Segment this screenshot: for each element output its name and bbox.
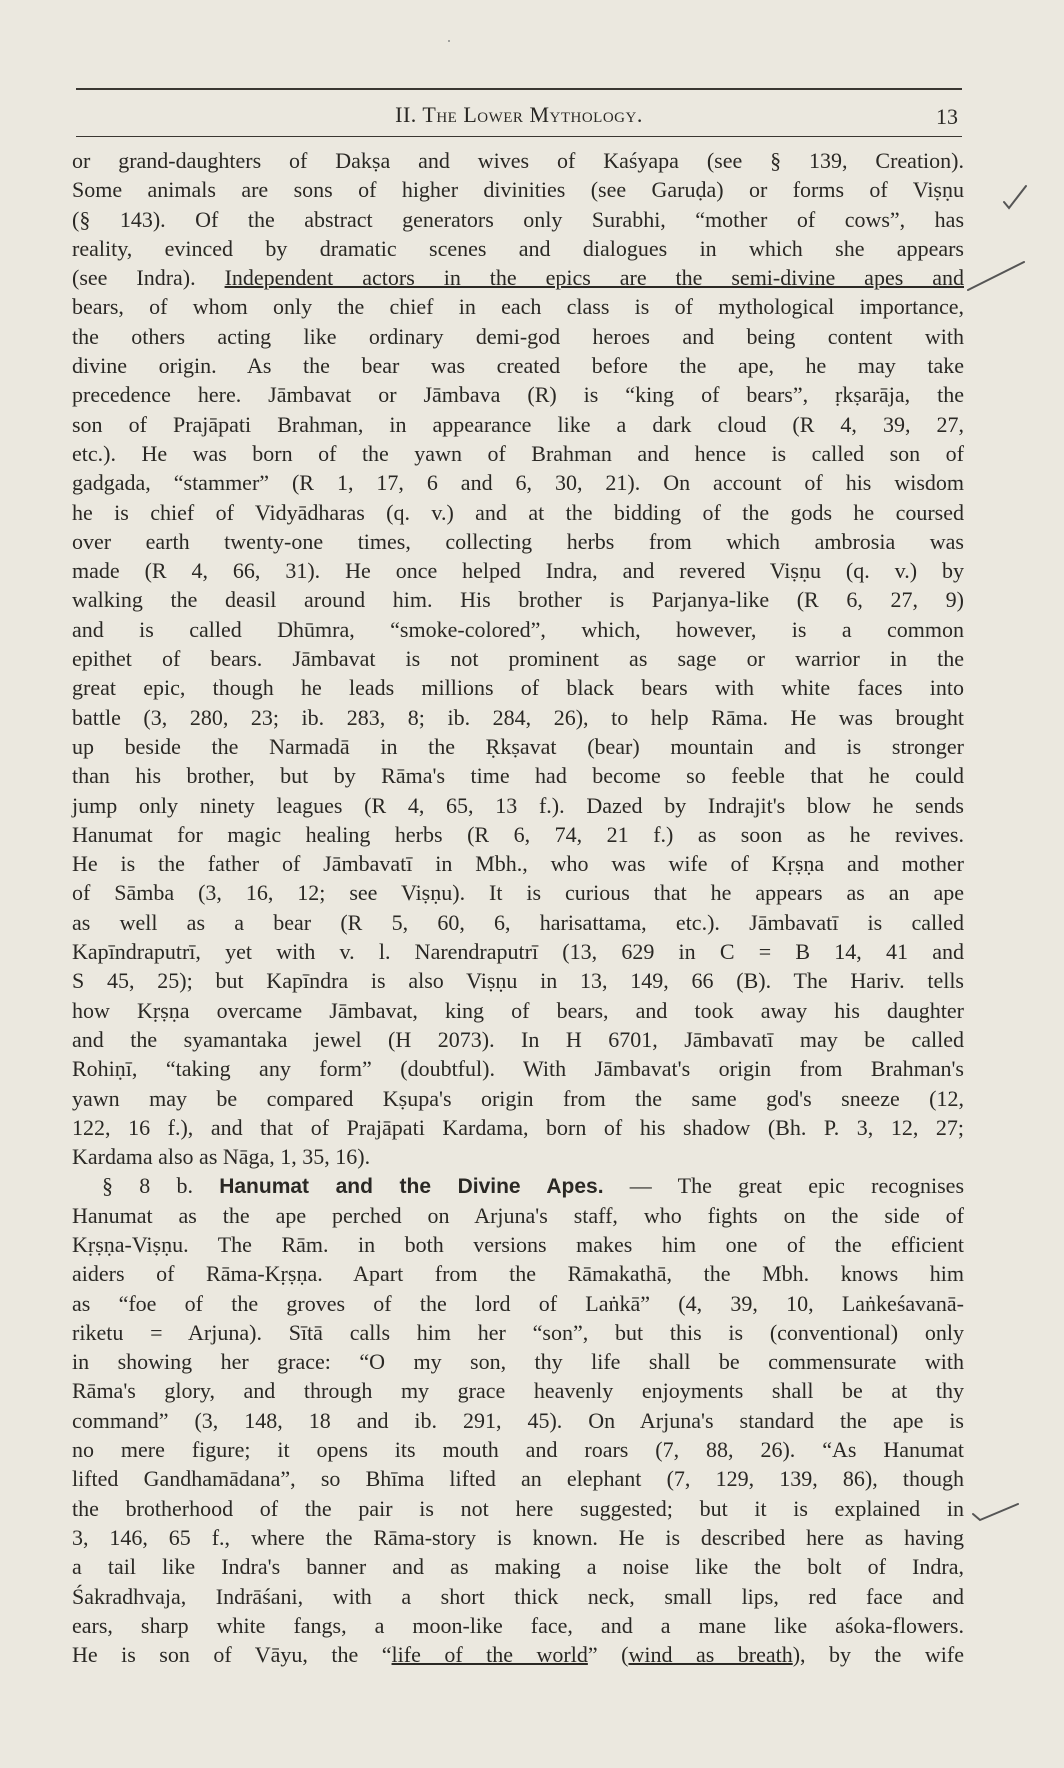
text-line: lifted Gandhamādana”, so Bhīma lifted an elephant (7, 129, 139, 86), though (72, 1466, 964, 1492)
text-line: Kardama also as Nāga, 1, 35, 16). (72, 1144, 371, 1170)
text-line: ears, sharp white fangs, a moon-like face, and a mane like aśoka-flowers. (72, 1612, 964, 1638)
pencil-check-mark-icon (970, 1500, 1022, 1530)
text-line: (§ 143). Of the abstract generators only Surabhi, “mother of cows”, has (72, 206, 964, 232)
pencil-check-mark-icon (1000, 180, 1032, 214)
body-text (72, 146, 964, 1669)
text-line: the brotherhood of the pair is not here suggested; but it is explained in (72, 1495, 964, 1521)
running-header (76, 98, 962, 132)
text-line: made (R 4, 66, 31). He once helped Indra, and revered Viṣṇu (q. v.) by (72, 558, 964, 584)
text-line: Some animals are sons of higher divinities (see Garuḍa) or forms of Viṣṇu (72, 177, 964, 203)
text-segment: ), by the wife (792, 1642, 964, 1668)
text-line: of Sāmba (3, 16, 12; see Viṣṇu). It is curious that he appears as an ape (72, 880, 964, 906)
text-line-underlined (72, 1640, 964, 1669)
text-segment: Hanumat as (72, 1202, 197, 1228)
text-line: Hanumat for magic healing herbs (R 6, 74, 21 f.) as soon as he revives. (72, 821, 964, 847)
text-line: yawn may be compared Kṣupa's origin from the same god's sneeze (12, (72, 1085, 964, 1111)
text-line: and is called Dhūmra, “smoke-colored”, which, however, is a common (72, 616, 964, 642)
text-line: up beside the Narmadā in the Ṛkṣavat (bear) mountain and is stronger (72, 733, 964, 759)
pencil-underlined-phrase: Independent actors in the epics are the semi-divine apes and (224, 265, 964, 291)
text-line: bears, of whom only the chief in each class is of mythological importance, (72, 294, 964, 320)
text-line: divine origin. As the bear was created before the ape, he may take (72, 353, 964, 379)
text-line: or grand-daughters of Dakṣa and wives of Kaśyapa (see § 139, Creation). (72, 148, 964, 173)
section-title: Hanumat and the Divine Apes. (219, 1175, 604, 1199)
text-line: Kapīndraputrī, yet with v. l. Narendraputrī (13, 629 in C = B 14, 41 and (72, 939, 964, 965)
text-line: command” (3, 148, 18 and ib. 291, 45). On Arjuna's standard the ape is (72, 1407, 964, 1433)
text-line: Śakradhvaja, Indrāśani, with a short thick neck, small lips, red face and (72, 1583, 964, 1609)
text-line: S 45, 25); but Kapīndra is also Viṣṇu in 13, 149, 66 (B). The Hariv. tells (72, 968, 964, 994)
pencil-underlined-phrase: wind as breath (628, 1642, 793, 1668)
speck (448, 40, 450, 42)
text-segment: — The great epic recognises (603, 1173, 965, 1199)
pencil-check-mark-icon (964, 258, 1034, 298)
text-line: 3, 146, 65 f., where the Rāma-story is known. He is described here as having (72, 1524, 964, 1550)
text-line: how Kṛṣṇa overcame Jāmbavat, king of bears, and took away his daughter (72, 997, 964, 1023)
header-rule-top (76, 88, 962, 90)
header-rule-bottom (76, 136, 962, 137)
text-line: 122, 16 f.), and that of Prajāpati Kardama, born of his shadow (Bh. P. 3, 12, 27; (72, 1114, 964, 1140)
text-line: riketu = Arjuna). Sītā calls him her “son”, but this is (conventional) only (72, 1319, 964, 1345)
text-line (72, 1201, 964, 1230)
text-line: a tail like Indra's banner and as making a noise like the bolt of Indra, (72, 1554, 964, 1580)
text-line: Kṛṣṇa-Viṣṇu. The Rām. in both versions makes him one of the efficient (72, 1231, 964, 1257)
text-line: aiders of Rāma-Kṛṣṇa. Apart from the Rāmakathā, the Mbh. knows him (72, 1261, 964, 1287)
text-line: than his brother, but by Rāma's time had become so feeble that he could (72, 763, 964, 789)
running-title: II. The Lower Mythology. (395, 102, 643, 127)
text-line: and the syamantaka jewel (H 2073). In H 6701, Jāmbavatī may be called (72, 1026, 964, 1052)
text-line: son of Prajāpati Brahman, in appearance like a dark cloud (R 4, 39, 27, (72, 411, 964, 437)
text-segment: ” ( (587, 1642, 629, 1668)
page-number: 13 (936, 104, 958, 129)
pencil-underlined-phrase: life of the world (391, 1642, 588, 1668)
text-line: precedence here. Jāmbavat or Jāmbava (R) is “king of bears”, ṛkṣarāja, the (72, 382, 964, 408)
text-line: Rāma's glory, and through my grace heavenly enjoyments shall be at thy (72, 1378, 964, 1404)
text-line: as well as a bear (R 5, 60, 6, harisattama, etc.). Jāmbavatī is called (72, 909, 964, 935)
text-line: etc.). He was born of the yawn of Brahman and hence is called son of (72, 440, 964, 466)
text-line: great epic, though he leads millions of black bears with white faces into (72, 675, 964, 701)
text-line: the others acting like ordinary demi-god heroes and being content with (72, 323, 964, 349)
text-line: gadgada, “stammer” (R 1, 17, 6 and 6, 30, 21). On account of his wisdom (72, 470, 964, 496)
text-segment: the ape perched on Arjuna's staff, who fights on the side of (222, 1202, 965, 1228)
text-line: reality, evinced by dramatic scenes and dialogues in which she appears (72, 235, 964, 261)
text-line: epithet of bears. Jāmbavat is not prominent as sage or warrior in the (72, 646, 964, 672)
text-segment: (see Indra). (72, 265, 225, 291)
text-segment: He is son of Vāyu, the “ (72, 1642, 392, 1668)
section-number: § 8 b. (102, 1173, 193, 1199)
text-line: over earth twenty-one times, collecting herbs from which ambrosia was (72, 528, 964, 554)
text-line: as “foe of the groves of the lord of Laṅkā” (4, 39, 10, Laṅkeśavanā- (72, 1290, 964, 1316)
text-line: He is the father of Jāmbavatī in Mbh., who was wife of Kṛṣṇa and mother (72, 851, 964, 877)
text-line-underlined (72, 263, 964, 292)
text-line: in showing her grace: “O my son, thy life shall be commensurate with (72, 1349, 964, 1375)
text-line: walking the deasil around him. His brother is Parjanya-like (R 6, 27, 9) (72, 587, 964, 613)
text-line: he is chief of Vidyādharas (q. v.) and at the bidding of the gods he coursed (72, 499, 964, 525)
text-line: no mere figure; it opens its mouth and roars (7, 88, 26). “As Hanumat (72, 1437, 964, 1463)
text-line: Rohiṇī, “taking any form” (doubtful). With Jāmbavat's origin from Brahman's (72, 1056, 964, 1082)
text-line: battle (3, 280, 23; ib. 283, 8; ib. 284, 26), to help Rāma. He was brought (72, 704, 964, 730)
section-heading-line (72, 1171, 964, 1200)
text-line: jump only ninety leagues (R 4, 65, 13 f.). Dazed by Indrajit's blow he sends (72, 792, 964, 818)
